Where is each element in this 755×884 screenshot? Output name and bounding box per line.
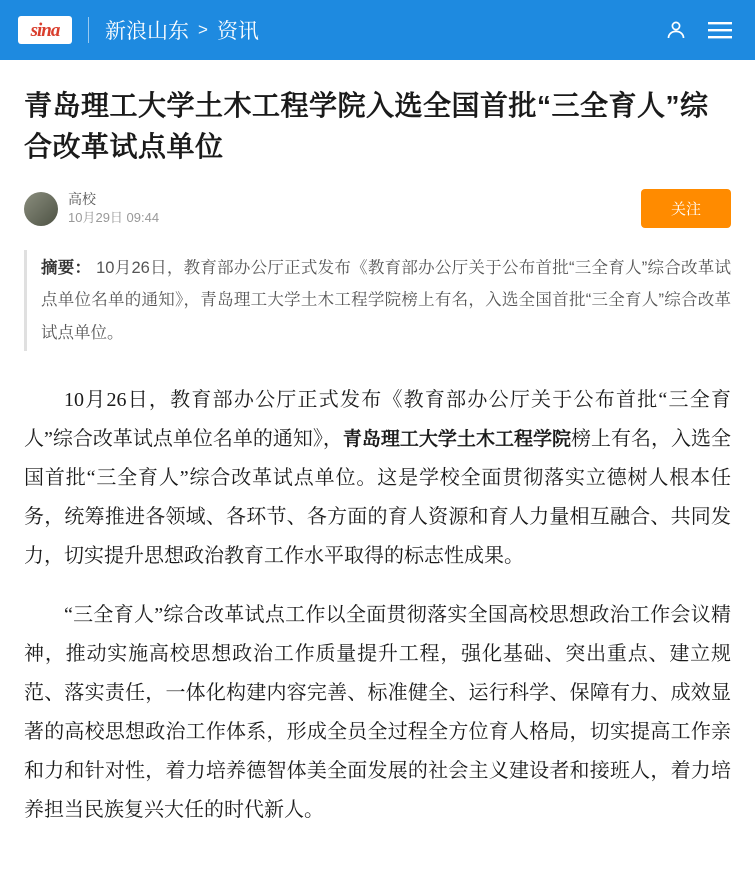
hamburger-menu-icon[interactable]: [703, 13, 737, 47]
author-name[interactable]: 高校: [68, 191, 96, 208]
avatar[interactable]: [24, 192, 58, 226]
breadcrumb-section[interactable]: 资讯: [216, 20, 259, 43]
summary-label: 摘要：: [41, 259, 92, 278]
paragraph-1-after: 榜上有名，入选全国首批“三全育人”综合改革试点单位。这是学校全面贯彻落实立德树人根本任务，统筹推进各领域、各环节、各方面的育人资源和育人力量相互融合、共同发力，切实提升思想政治教育工作水平取得的标志性成果。: [24, 427, 731, 567]
page-title: 青岛理工大学土木工程学院入选全国首批“三全育人”综合改革试点单位: [24, 90, 709, 162]
article-paragraph-1: [24, 381, 731, 576]
breadcrumb-separator: >: [198, 20, 208, 39]
article-container: [0, 60, 755, 830]
sina-logo-text: sina: [30, 19, 60, 41]
breadcrumb-brand[interactable]: 新浪山东: [105, 20, 189, 43]
article-paragraph-2: “三全育人”综合改革试点工作以全面贯彻落实全国高校思想政治工作会议精神，推动实施高校思想政治工作质量提升工程，强化基础、突出重点、建立规范、落实责任，一体化构建内容完善、标准健全、运行科学、保障有力、成效显著的高校思想政治工作体系，形成全员全过程全方位育人格局，切实提高工作亲和力和针对性，着力培养德智体美全面发展的社会主义建设者和接班人，着力培养担当民族复兴大任的时代新人。: [24, 603, 731, 821]
site-header: [0, 0, 755, 60]
byline: [24, 189, 731, 228]
paragraph-1-before: 10月26日，教育部办公厅正式发布《教育部办公厅关于公布首批“三全育人”综合改革试点单位名单的通知》，: [24, 388, 731, 450]
summary-paragraph: [41, 252, 731, 349]
paragraph-1-highlight: 青岛理工大学土木工程学院: [342, 428, 571, 450]
header-divider: [88, 17, 89, 43]
publish-timestamp: 10月29日 09:44: [68, 210, 160, 226]
article-summary: [24, 250, 731, 351]
user-icon[interactable]: [659, 13, 693, 47]
follow-button[interactable]: 关注: [641, 189, 731, 228]
byline-meta: [68, 190, 159, 226]
summary-body: 10月26日，教育部办公厅正式发布《教育部办公厅关于公布首批“三全育人”综合改革试点单位名单的通知》，青岛理工大学土木工程学院榜上有名，入选全国首批“三全育人”综合改革试点单位。: [41, 259, 731, 342]
sina-logo[interactable]: [18, 16, 72, 44]
